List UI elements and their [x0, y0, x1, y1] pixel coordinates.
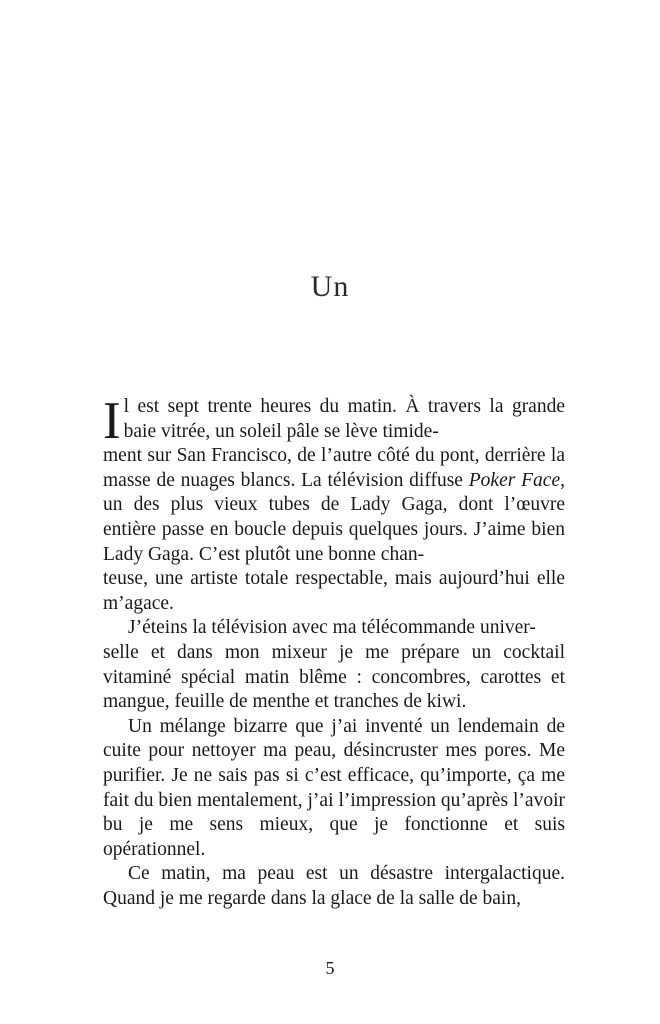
chapter-body: [103, 392, 565, 911]
paragraph-4: Ce matin, ma peau est un désastre intergalactique. Quand je me regarde dans la glace de la salle de bain,: [103, 863, 565, 909]
paragraph-3: Un mélange bizarre que j’ai inventé un lendemain de cuite pour nettoyer ma peau, désincruster mes pores. Me purifier. Je ne sais pas si c’est efficace, qu’importe, ça me fait du bien mentalement, j’ai l’impression qu’après l’avoir bu je me sens mieux, que je fonctionne et suis opérationnel.: [103, 715, 565, 860]
p1-line-3: ment sur San Francisco, de l’autre côté du pont, derrière: [103, 445, 551, 467]
page-number: 5: [325, 958, 335, 978]
p1-line-2: grande baie vitrée, un soleil pâle se lève timide: [123, 396, 565, 442]
p1-line-1: l est sept trente heures du matin. À travers la: [123, 396, 512, 417]
paragraph-2: J’éteins la télévision avec ma télécommande univer- selle et dans mon mixeur je me prépare un cocktail vitaminé spécial matin blême : concombres, carottes et mangue, feuille de menthe et tranches de kiwi.: [103, 617, 565, 713]
drop-cap: I: [103, 392, 121, 450]
paragraph-1: Il est sept trente heures du matin. À travers la grande baie vitrée, un soleil pâle se lève timide- ment sur San Francisco, de l’autre côté du pont, derrière la masse de nuages blancs. La télévision diffuse Poker Face, un des plus vieux tubes de Lady Gaga, dont l’œuvre entière passe en boucle depuis quelques jours. J’aime bien Lady Gaga. C’est plutôt une bonne chan- teuse, une artiste totale respectable, mais aujourd’hui elle m’agace.: [103, 392, 565, 614]
song-title: Poker Face: [468, 469, 561, 491]
p1-line-5: , un des plus vieux tubes de Lady Gaga, dont l’œuvre entière passe en boucle depuis quelques jours. J’aime bien Lady Gaga. C’est plutôt une bonne chan: [103, 469, 565, 565]
chapter-title: Un: [310, 270, 350, 303]
p2-line-1: J’éteins la télévision avec ma télécommande univer: [128, 617, 530, 639]
p1-line-6: teuse, une artiste totale respectable, mais aujourd’hui elle m’agace.: [103, 568, 565, 614]
p2-line-2: selle et dans mon mixeur je me prépare un cocktail vitaminé spécial matin blême : concombres, carottes et mangue, feuille de menthe et tranches de kiwi.: [103, 641, 565, 713]
p1-line-4: la masse de nuages blancs. La télévision diffuse: [103, 445, 565, 491]
